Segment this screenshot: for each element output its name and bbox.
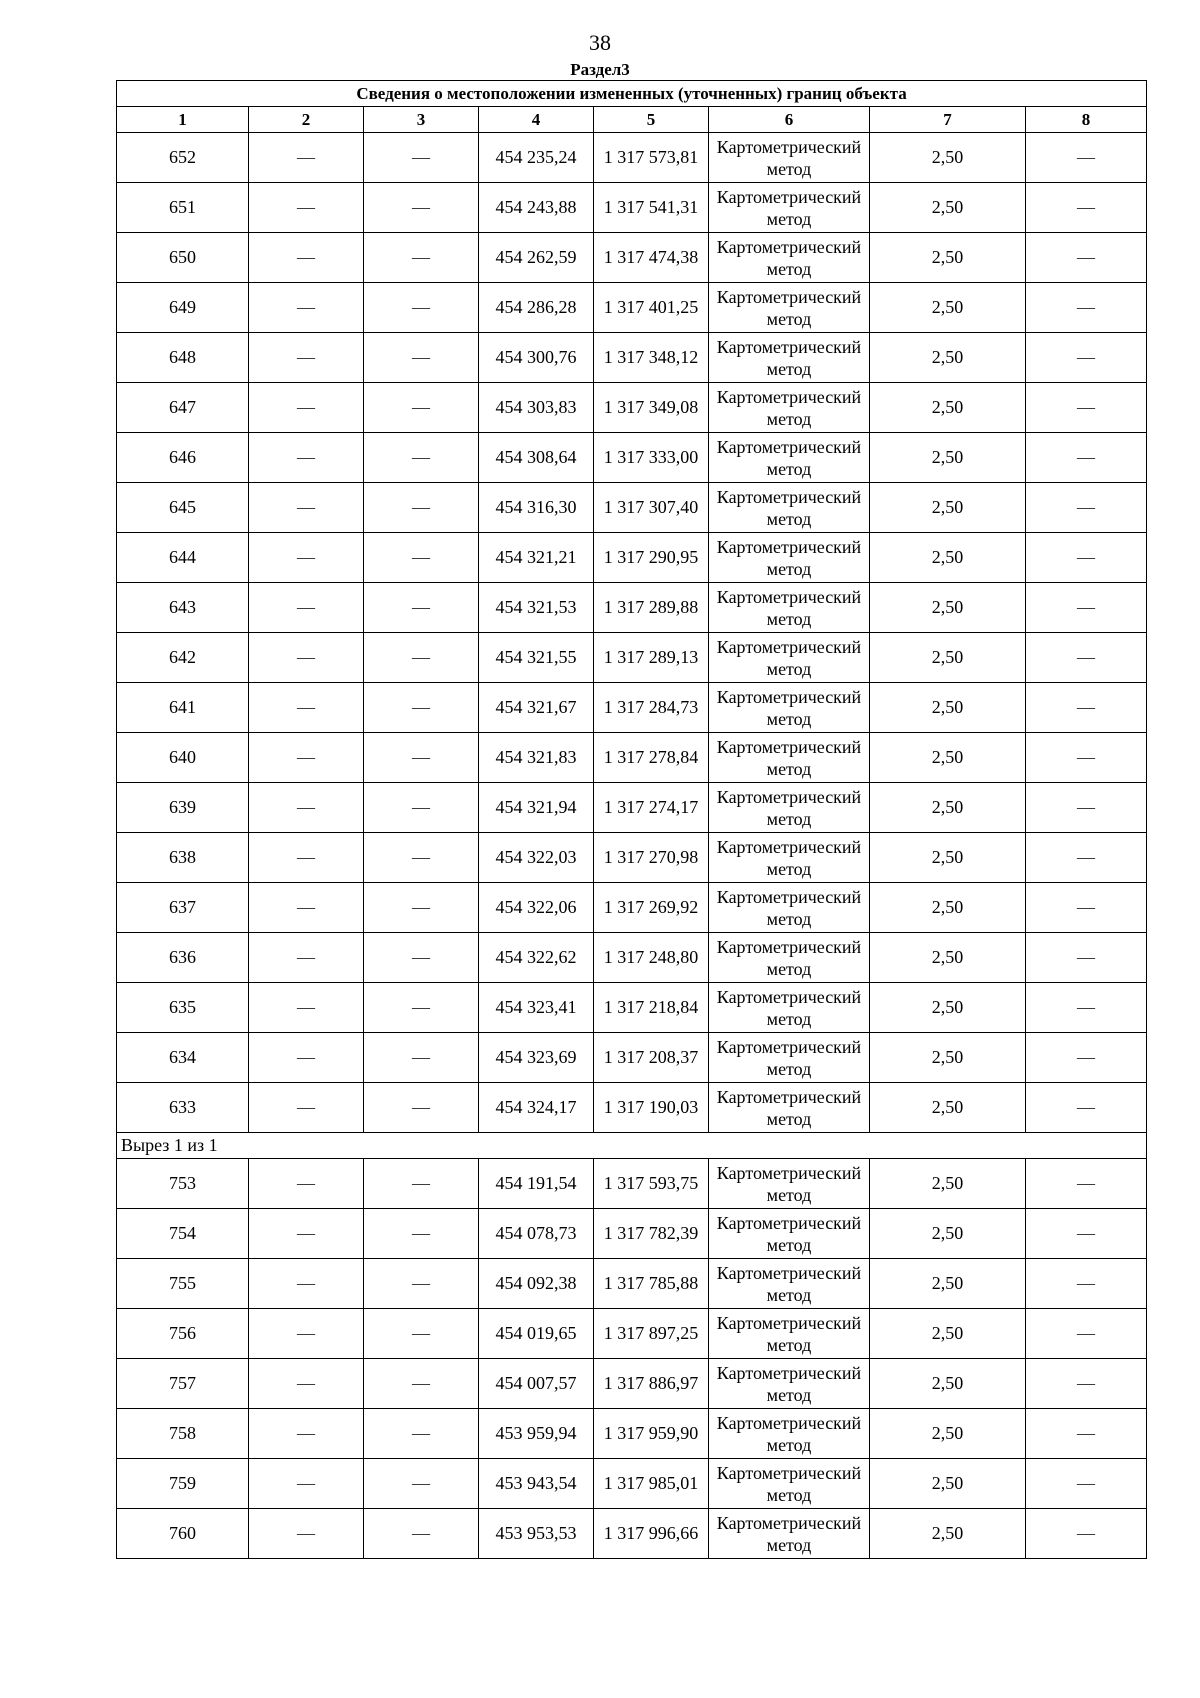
table-row <box>117 433 1147 483</box>
cell-point-number: 647 <box>117 383 249 433</box>
cell-point-number: 756 <box>117 1309 249 1359</box>
cell-method: Картометрический метод <box>709 583 870 633</box>
cell-x-coordinate-old: — <box>249 833 364 883</box>
cell-y-coordinate-old: — <box>364 433 479 483</box>
cell-y-coordinate: 1 317 218,84 <box>594 983 709 1033</box>
cell-precision: 2,50 <box>870 1509 1026 1559</box>
cell-x-coordinate: 454 321,53 <box>479 583 594 633</box>
table-title: Сведения о местоположении измененных (уточненных) границ объекта <box>117 81 1147 107</box>
cell-x-coordinate: 453 953,53 <box>479 1509 594 1559</box>
cell-y-coordinate-old: — <box>364 583 479 633</box>
cell-y-coordinate-old: — <box>364 1459 479 1509</box>
cell-y-coordinate-old: — <box>364 1309 479 1359</box>
cell-method: Картометрический метод <box>709 1033 870 1083</box>
table-row <box>117 183 1147 233</box>
cell-y-coordinate: 1 317 401,25 <box>594 283 709 333</box>
cell-point-number: 638 <box>117 833 249 883</box>
cell-point-number: 641 <box>117 683 249 733</box>
cell-point-number: 753 <box>117 1159 249 1209</box>
cell-x-coordinate: 454 308,64 <box>479 433 594 483</box>
cell-x-coordinate: 454 323,41 <box>479 983 594 1033</box>
cell-x-coordinate: 454 316,30 <box>479 483 594 533</box>
cell-precision: 2,50 <box>870 1033 1026 1083</box>
cell-x-coordinate-old: — <box>249 1159 364 1209</box>
column-header-row <box>117 107 1147 133</box>
cell-y-coordinate-old: — <box>364 1409 479 1459</box>
cell-x-coordinate-old: — <box>249 533 364 583</box>
cell-y-coordinate-old: — <box>364 1509 479 1559</box>
cell-point-number: 634 <box>117 1033 249 1083</box>
cell-y-coordinate: 1 317 785,88 <box>594 1259 709 1309</box>
cell-method: Картометрический метод <box>709 433 870 483</box>
cell-x-coordinate-old: — <box>249 1309 364 1359</box>
table-row <box>117 483 1147 533</box>
cell-y-coordinate-old: — <box>364 783 479 833</box>
cell-description: — <box>1026 583 1147 633</box>
cell-method: Картометрический метод <box>709 283 870 333</box>
cell-precision: 2,50 <box>870 1359 1026 1409</box>
cell-y-coordinate: 1 317 573,81 <box>594 133 709 183</box>
page-number: 38 <box>589 30 611 55</box>
cell-x-coordinate-old: — <box>249 1509 364 1559</box>
cell-method: Картометрический метод <box>709 183 870 233</box>
cell-y-coordinate-old: — <box>364 1209 479 1259</box>
cell-y-coordinate: 1 317 959,90 <box>594 1409 709 1459</box>
cell-point-number: 643 <box>117 583 249 633</box>
cell-y-coordinate-old: — <box>364 733 479 783</box>
table-row <box>117 783 1147 833</box>
cell-method: Картометрический метод <box>709 233 870 283</box>
table-row <box>117 1509 1147 1559</box>
cell-method: Картометрический метод <box>709 1209 870 1259</box>
coordinates-table <box>116 80 1147 1559</box>
cell-x-coordinate: 454 322,06 <box>479 883 594 933</box>
cell-y-coordinate: 1 317 782,39 <box>594 1209 709 1259</box>
cell-precision: 2,50 <box>870 133 1026 183</box>
table-row <box>117 1359 1147 1409</box>
cell-y-coordinate: 1 317 349,08 <box>594 383 709 433</box>
cell-x-coordinate: 454 300,76 <box>479 333 594 383</box>
cell-method: Картометрический метод <box>709 933 870 983</box>
cell-x-coordinate-old: — <box>249 433 364 483</box>
cell-description: — <box>1026 883 1147 933</box>
cell-y-coordinate-old: — <box>364 633 479 683</box>
cell-precision: 2,50 <box>870 283 1026 333</box>
cell-precision: 2,50 <box>870 783 1026 833</box>
cell-x-coordinate-old: — <box>249 883 364 933</box>
cell-method: Картометрический метод <box>709 983 870 1033</box>
cell-method: Картометрический метод <box>709 383 870 433</box>
cell-point-number: 635 <box>117 983 249 1033</box>
cell-y-coordinate: 1 317 996,66 <box>594 1509 709 1559</box>
cell-description: — <box>1026 1033 1147 1083</box>
cell-method: Картометрический метод <box>709 683 870 733</box>
cell-y-coordinate: 1 317 289,88 <box>594 583 709 633</box>
table-row <box>117 1209 1147 1259</box>
cell-point-number: 636 <box>117 933 249 983</box>
cell-y-coordinate-old: — <box>364 1159 479 1209</box>
cell-point-number: 651 <box>117 183 249 233</box>
column-header: 1 <box>117 107 249 133</box>
cell-y-coordinate: 1 317 474,38 <box>594 233 709 283</box>
cell-method: Картометрический метод <box>709 333 870 383</box>
cell-x-coordinate: 454 321,55 <box>479 633 594 683</box>
cell-x-coordinate: 454 078,73 <box>479 1209 594 1259</box>
cell-x-coordinate: 454 007,57 <box>479 1359 594 1409</box>
subsection-label: Вырез 1 из 1 <box>117 1133 1147 1159</box>
table-row <box>117 633 1147 683</box>
cell-y-coordinate: 1 317 274,17 <box>594 783 709 833</box>
cell-y-coordinate: 1 317 897,25 <box>594 1309 709 1359</box>
table-row <box>117 533 1147 583</box>
cell-precision: 2,50 <box>870 1259 1026 1309</box>
cell-x-coordinate: 454 286,28 <box>479 283 594 333</box>
cell-precision: 2,50 <box>870 683 1026 733</box>
cell-x-coordinate: 454 322,62 <box>479 933 594 983</box>
cell-method: Картометрический метод <box>709 1409 870 1459</box>
cell-x-coordinate-old: — <box>249 733 364 783</box>
cell-precision: 2,50 <box>870 1083 1026 1133</box>
section-label: Раздел3 <box>570 60 630 79</box>
table-row <box>117 1309 1147 1359</box>
cell-description: — <box>1026 983 1147 1033</box>
cell-y-coordinate: 1 317 333,00 <box>594 433 709 483</box>
cell-point-number: 649 <box>117 283 249 333</box>
cell-description: — <box>1026 833 1147 883</box>
cell-precision: 2,50 <box>870 933 1026 983</box>
cell-x-coordinate: 454 321,83 <box>479 733 594 783</box>
column-header: 8 <box>1026 107 1147 133</box>
cell-method: Картометрический метод <box>709 133 870 183</box>
cell-description: — <box>1026 683 1147 733</box>
table-row <box>117 233 1147 283</box>
cell-y-coordinate-old: — <box>364 233 479 283</box>
cell-point-number: 644 <box>117 533 249 583</box>
cell-description: — <box>1026 933 1147 983</box>
cell-method: Картометрический метод <box>709 533 870 583</box>
cell-x-coordinate-old: — <box>249 633 364 683</box>
cell-x-coordinate: 454 092,38 <box>479 1259 594 1309</box>
cell-y-coordinate: 1 317 278,84 <box>594 733 709 783</box>
subsection-row <box>117 1133 1147 1159</box>
cell-x-coordinate: 454 321,67 <box>479 683 594 733</box>
cell-point-number: 650 <box>117 233 249 283</box>
cell-precision: 2,50 <box>870 1409 1026 1459</box>
cell-y-coordinate-old: — <box>364 183 479 233</box>
cell-x-coordinate-old: — <box>249 783 364 833</box>
cell-x-coordinate: 454 321,21 <box>479 533 594 583</box>
cell-method: Картометрический метод <box>709 1083 870 1133</box>
cell-description: — <box>1026 1159 1147 1209</box>
cell-method: Картометрический метод <box>709 1159 870 1209</box>
cell-x-coordinate: 453 959,94 <box>479 1409 594 1459</box>
cell-y-coordinate: 1 317 190,03 <box>594 1083 709 1133</box>
cell-y-coordinate-old: — <box>364 983 479 1033</box>
cell-precision: 2,50 <box>870 733 1026 783</box>
cell-x-coordinate: 454 323,69 <box>479 1033 594 1083</box>
cell-precision: 2,50 <box>870 1159 1026 1209</box>
cell-x-coordinate: 453 943,54 <box>479 1459 594 1509</box>
cell-x-coordinate-old: — <box>249 183 364 233</box>
cell-y-coordinate: 1 317 270,98 <box>594 833 709 883</box>
cell-precision: 2,50 <box>870 1309 1026 1359</box>
cell-x-coordinate-old: — <box>249 283 364 333</box>
column-header: 4 <box>479 107 594 133</box>
cell-x-coordinate-old: — <box>249 1459 364 1509</box>
table-row <box>117 283 1147 333</box>
cell-method: Картометрический метод <box>709 1359 870 1409</box>
cell-y-coordinate: 1 317 208,37 <box>594 1033 709 1083</box>
cell-point-number: 648 <box>117 333 249 383</box>
cell-x-coordinate-old: — <box>249 933 364 983</box>
cell-point-number: 639 <box>117 783 249 833</box>
cell-y-coordinate: 1 317 290,95 <box>594 533 709 583</box>
cell-y-coordinate-old: — <box>364 1259 479 1309</box>
cell-x-coordinate: 454 235,24 <box>479 133 594 183</box>
cell-description: — <box>1026 1209 1147 1259</box>
cell-point-number: 646 <box>117 433 249 483</box>
cell-x-coordinate-old: — <box>249 1209 364 1259</box>
cell-x-coordinate-old: — <box>249 1409 364 1459</box>
cell-y-coordinate-old: — <box>364 933 479 983</box>
cell-method: Картометрический метод <box>709 1259 870 1309</box>
cell-method: Картометрический метод <box>709 783 870 833</box>
cell-precision: 2,50 <box>870 583 1026 633</box>
table-row <box>117 1409 1147 1459</box>
cell-description: — <box>1026 383 1147 433</box>
cell-y-coordinate-old: — <box>364 1033 479 1083</box>
table-row <box>117 933 1147 983</box>
cell-y-coordinate-old: — <box>364 533 479 583</box>
column-header: 5 <box>594 107 709 133</box>
cell-x-coordinate: 454 322,03 <box>479 833 594 883</box>
cell-precision: 2,50 <box>870 383 1026 433</box>
cell-point-number: 757 <box>117 1359 249 1409</box>
cell-x-coordinate-old: — <box>249 1359 364 1409</box>
cell-y-coordinate: 1 317 289,13 <box>594 633 709 683</box>
cell-description: — <box>1026 1359 1147 1409</box>
cell-method: Картометрический метод <box>709 883 870 933</box>
cell-y-coordinate-old: — <box>364 133 479 183</box>
cell-x-coordinate-old: — <box>249 1259 364 1309</box>
cell-method: Картометрический метод <box>709 483 870 533</box>
cell-x-coordinate-old: — <box>249 1033 364 1083</box>
column-header: 2 <box>249 107 364 133</box>
cell-precision: 2,50 <box>870 333 1026 383</box>
cell-x-coordinate-old: — <box>249 383 364 433</box>
cell-description: — <box>1026 633 1147 683</box>
cell-point-number: 642 <box>117 633 249 683</box>
table-row <box>117 833 1147 883</box>
cell-description: — <box>1026 1509 1147 1559</box>
cell-x-coordinate: 454 324,17 <box>479 1083 594 1133</box>
cell-precision: 2,50 <box>870 833 1026 883</box>
cell-description: — <box>1026 233 1147 283</box>
cell-x-coordinate: 454 191,54 <box>479 1159 594 1209</box>
cell-precision: 2,50 <box>870 233 1026 283</box>
cell-y-coordinate: 1 317 307,40 <box>594 483 709 533</box>
cell-method: Картометрический метод <box>709 833 870 883</box>
cell-y-coordinate-old: — <box>364 1359 479 1409</box>
table-title-row <box>117 81 1147 107</box>
table-row <box>117 133 1147 183</box>
cell-point-number: 637 <box>117 883 249 933</box>
table-row <box>117 1459 1147 1509</box>
cell-point-number: 755 <box>117 1259 249 1309</box>
cell-precision: 2,50 <box>870 183 1026 233</box>
cell-description: — <box>1026 183 1147 233</box>
cell-method: Картометрический метод <box>709 1459 870 1509</box>
cell-point-number: 754 <box>117 1209 249 1259</box>
cell-x-coordinate-old: — <box>249 233 364 283</box>
cell-x-coordinate-old: — <box>249 483 364 533</box>
cell-description: — <box>1026 433 1147 483</box>
cell-point-number: 633 <box>117 1083 249 1133</box>
table-row <box>117 333 1147 383</box>
table-row <box>117 1259 1147 1309</box>
cell-y-coordinate-old: — <box>364 383 479 433</box>
cell-precision: 2,50 <box>870 533 1026 583</box>
cell-description: — <box>1026 1083 1147 1133</box>
cell-precision: 2,50 <box>870 433 1026 483</box>
cell-x-coordinate: 454 303,83 <box>479 383 594 433</box>
cell-point-number: 759 <box>117 1459 249 1509</box>
table-row <box>117 583 1147 633</box>
column-header: 6 <box>709 107 870 133</box>
cell-precision: 2,50 <box>870 983 1026 1033</box>
table-row <box>117 983 1147 1033</box>
cell-x-coordinate: 454 321,94 <box>479 783 594 833</box>
cell-description: — <box>1026 283 1147 333</box>
cell-description: — <box>1026 1309 1147 1359</box>
cell-description: — <box>1026 1409 1147 1459</box>
cell-description: — <box>1026 783 1147 833</box>
cell-y-coordinate: 1 317 985,01 <box>594 1459 709 1509</box>
cell-y-coordinate-old: — <box>364 483 479 533</box>
cell-point-number: 760 <box>117 1509 249 1559</box>
cell-method: Картометрический метод <box>709 633 870 683</box>
cell-y-coordinate-old: — <box>364 883 479 933</box>
cell-point-number: 640 <box>117 733 249 783</box>
cell-description: — <box>1026 1459 1147 1509</box>
cell-y-coordinate: 1 317 248,80 <box>594 933 709 983</box>
table-row <box>117 1083 1147 1133</box>
cell-description: — <box>1026 333 1147 383</box>
cell-point-number: 758 <box>117 1409 249 1459</box>
cell-method: Картометрический метод <box>709 1309 870 1359</box>
cell-description: — <box>1026 133 1147 183</box>
cell-precision: 2,50 <box>870 1209 1026 1259</box>
table-row <box>117 1033 1147 1083</box>
cell-x-coordinate-old: — <box>249 333 364 383</box>
table-row <box>117 1159 1147 1209</box>
table-row <box>117 733 1147 783</box>
cell-x-coordinate: 454 262,59 <box>479 233 594 283</box>
table-row <box>117 383 1147 433</box>
table-row <box>117 883 1147 933</box>
cell-description: — <box>1026 733 1147 783</box>
cell-y-coordinate-old: — <box>364 283 479 333</box>
cell-x-coordinate-old: — <box>249 133 364 183</box>
column-header: 7 <box>870 107 1026 133</box>
cell-y-coordinate: 1 317 348,12 <box>594 333 709 383</box>
cell-x-coordinate-old: — <box>249 583 364 633</box>
cell-description: — <box>1026 483 1147 533</box>
cell-point-number: 652 <box>117 133 249 183</box>
cell-x-coordinate-old: — <box>249 683 364 733</box>
cell-x-coordinate: 454 019,65 <box>479 1309 594 1359</box>
cell-precision: 2,50 <box>870 883 1026 933</box>
cell-precision: 2,50 <box>870 633 1026 683</box>
cell-y-coordinate-old: — <box>364 683 479 733</box>
cell-y-coordinate-old: — <box>364 333 479 383</box>
cell-method: Картометрический метод <box>709 1509 870 1559</box>
cell-precision: 2,50 <box>870 1459 1026 1509</box>
cell-y-coordinate: 1 317 886,97 <box>594 1359 709 1409</box>
cell-description: — <box>1026 533 1147 583</box>
cell-y-coordinate: 1 317 541,31 <box>594 183 709 233</box>
cell-description: — <box>1026 1259 1147 1309</box>
cell-x-coordinate-old: — <box>249 983 364 1033</box>
cell-method: Картометрический метод <box>709 733 870 783</box>
cell-precision: 2,50 <box>870 483 1026 533</box>
column-header: 3 <box>364 107 479 133</box>
cell-y-coordinate: 1 317 284,73 <box>594 683 709 733</box>
table-row <box>117 683 1147 733</box>
cell-point-number: 645 <box>117 483 249 533</box>
cell-y-coordinate: 1 317 593,75 <box>594 1159 709 1209</box>
cell-x-coordinate: 454 243,88 <box>479 183 594 233</box>
cell-y-coordinate-old: — <box>364 833 479 883</box>
cell-y-coordinate-old: — <box>364 1083 479 1133</box>
cell-x-coordinate-old: — <box>249 1083 364 1133</box>
cell-y-coordinate: 1 317 269,92 <box>594 883 709 933</box>
